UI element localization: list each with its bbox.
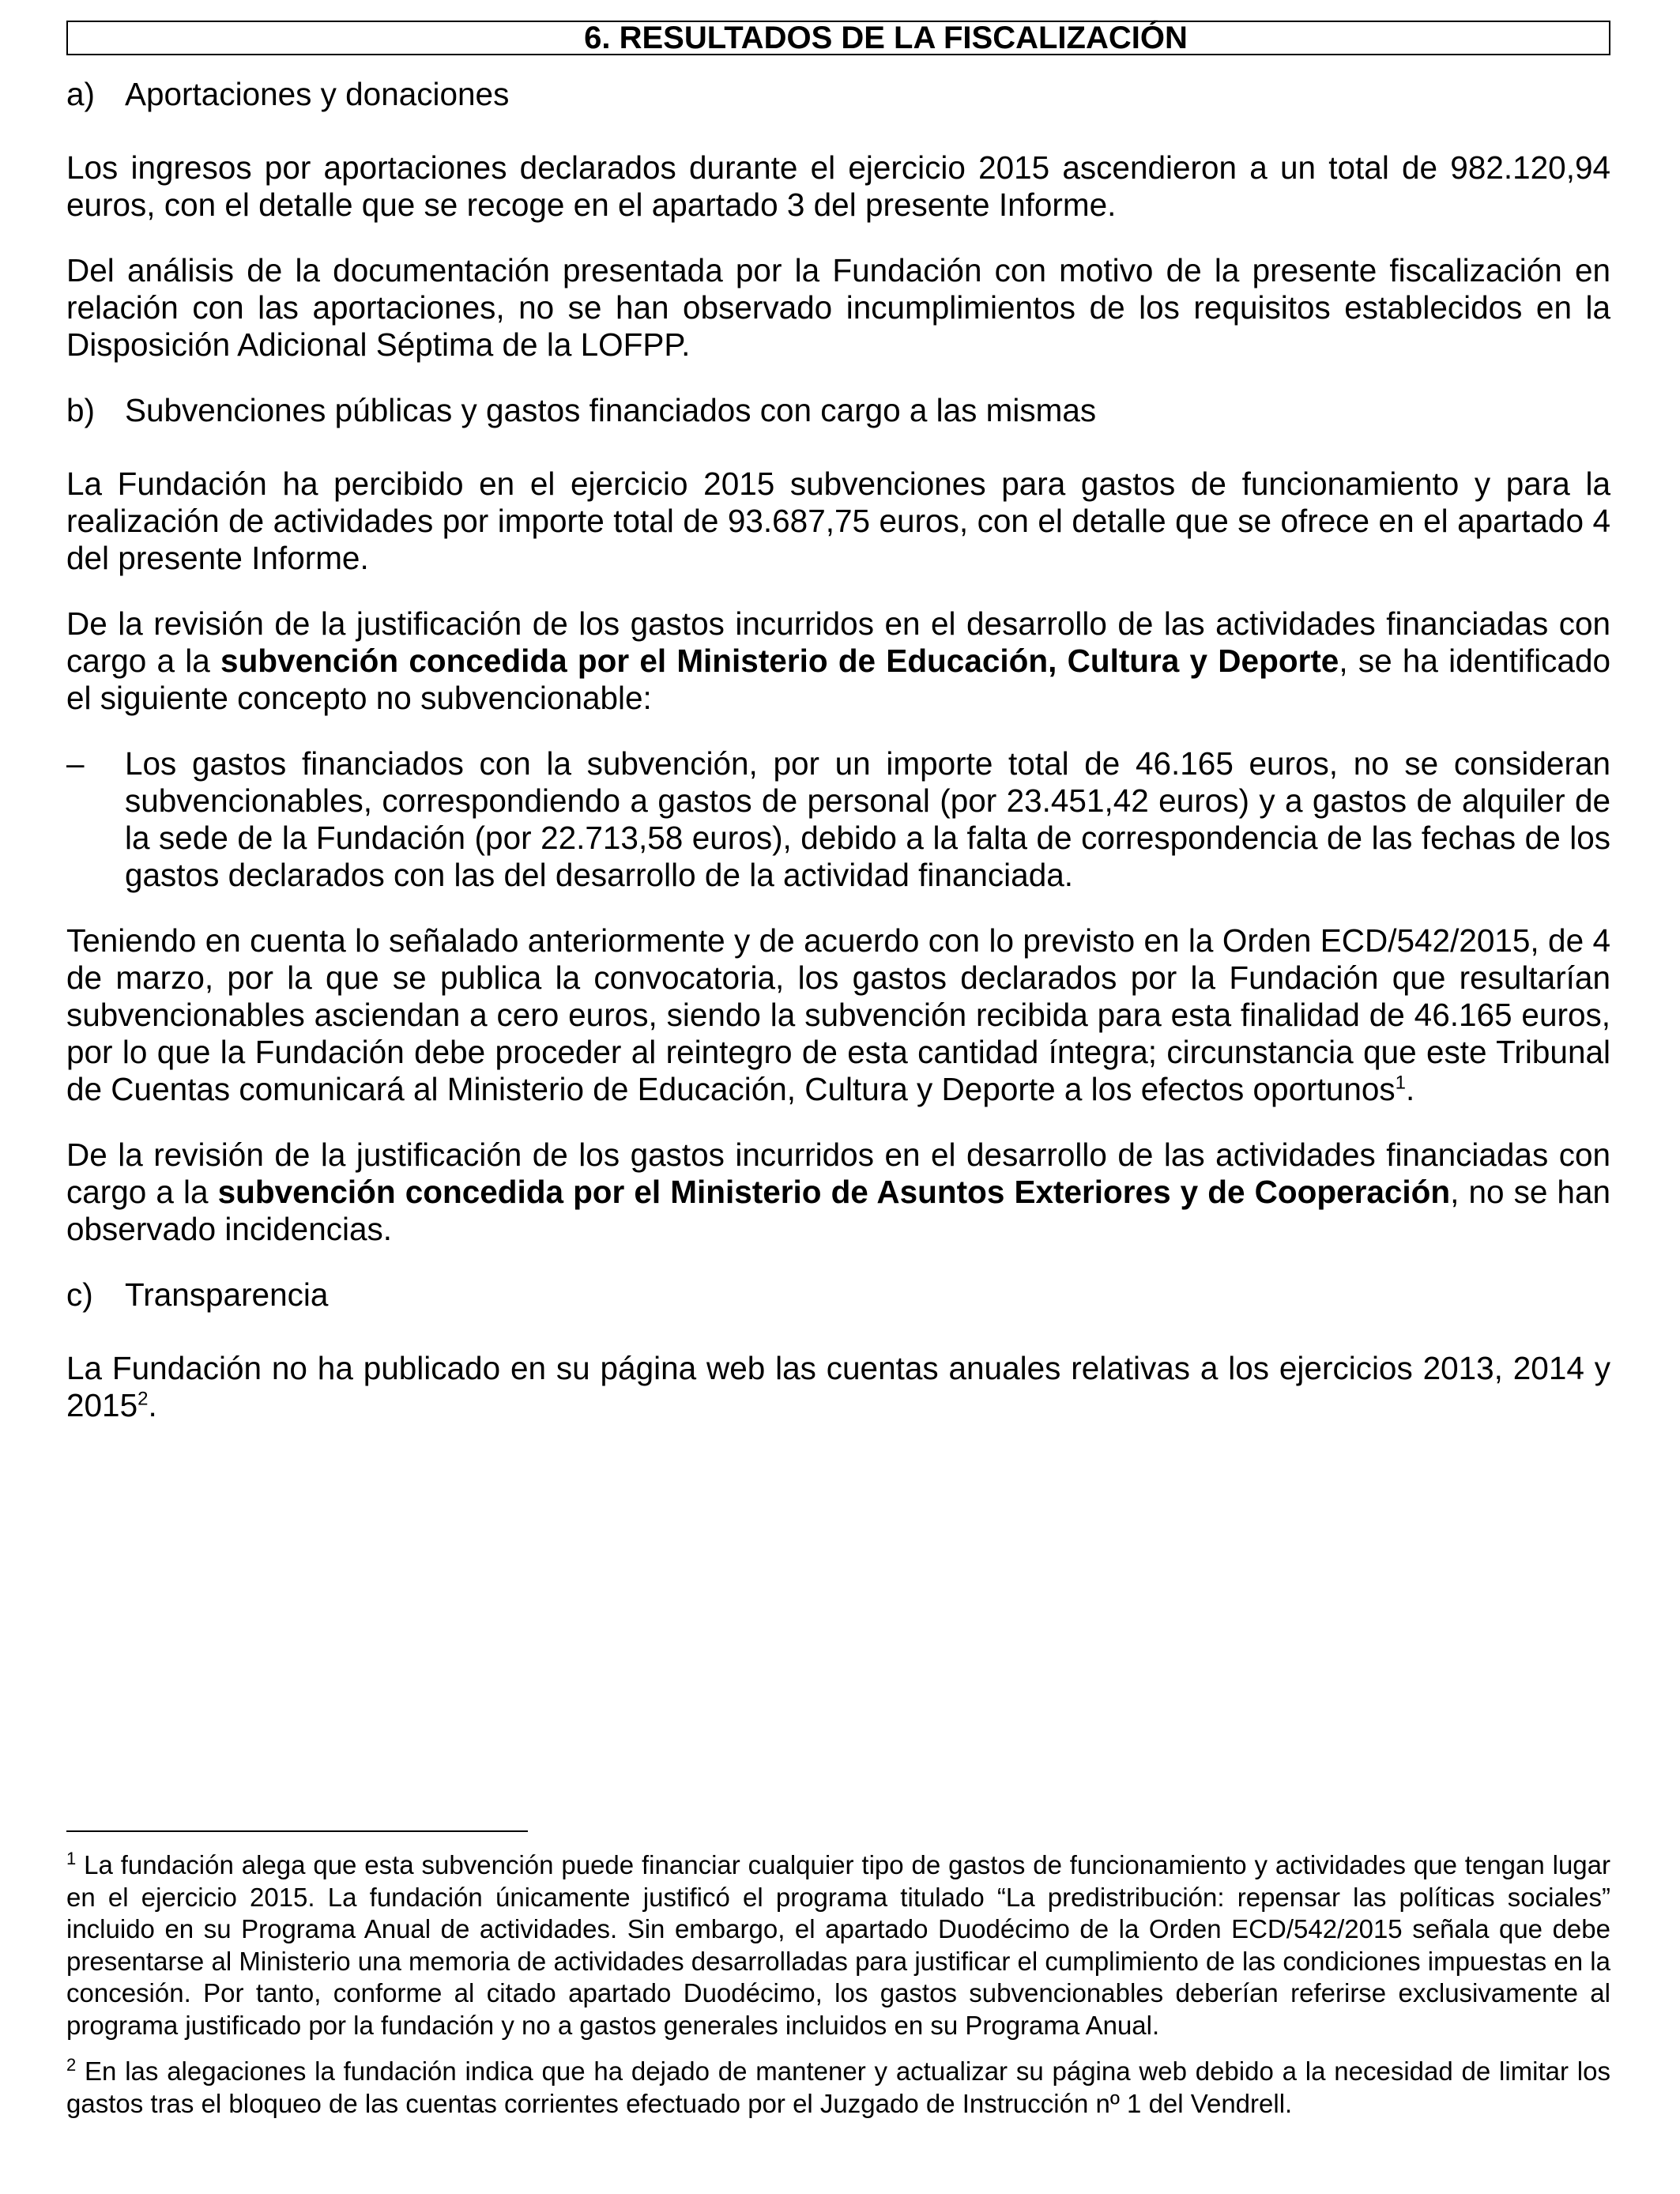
heading-a: [66, 76, 1610, 113]
heading-a-text: Aportaciones y donaciones: [125, 76, 510, 112]
paragraph-b2-tail: , se ha identificado el siguiente concepto no subvencionable:: [66, 643, 1610, 716]
heading-c: [66, 1276, 1610, 1314]
paragraph-b2: [66, 605, 1610, 717]
paragraph-b4-text: De la revisión de la justificación de los gastos incurridos en el desarrollo de las actividades financiadas con cargo a la: [66, 1137, 1610, 1210]
bullet-item: [66, 745, 1610, 894]
paragraph-b3-end: .: [1406, 1071, 1415, 1107]
heading-c-label: c): [66, 1276, 93, 1313]
bullet-text: Los gastos financiados con la subvención, por un importe total de 46.165 euros, no se consideran subvencionables, correspondiendo a gastos de personal (por 23.451,42 euros) y a gastos de alquiler de la sede de la Fundación (por 22.713,58 euros), debido a la falta de correspondencia de las fechas de los gastos declarados con las del desarrollo de la actividad financiada.: [125, 745, 1610, 893]
heading-b-text: Subvenciones públicas y gastos financiados con cargo a las mismas: [125, 392, 1097, 428]
paragraph-a2: Del análisis de la documentación presentada por la Fundación con motivo de la presente fiscalización en relación con las aportaciones, no se han observado incumplimientos de los requisitos establecidos en la Disposición Adicional Séptima de la LOFPP.: [66, 252, 1610, 363]
paragraph-b2-text: De la revisión de la justificación de los gastos incurridos en el desarrollo de las actividades financiadas con cargo a la: [66, 605, 1610, 679]
page-content: [66, 21, 1610, 1424]
footnote-1: [66, 1849, 1610, 2041]
footnote-1-text: La fundación alega que esta subvención puede financiar cualquier tipo de gastos de funcionamiento y actividades que tengan lugar en el ejercicio 2015. La fundación únicamente justificó el programa titulado “La predistribución: repensar las políticas sociales” incluido en su Programa Anual de actividades. Sin embargo, el apartado Duodécimo de la Orden ECD/542/2015 señala que debe presentarse al Ministerio una memoria de actividades desarrolladas para justificar el cumplimiento de las condiciones impuestas en la concesión. Por tanto, conforme al citado apartado Duodécimo, los gastos subvencionables deberían referirse exclusivamente al programa justificado por la fundación y no a gastos generales incluidos en su Programa Anual.: [66, 1850, 1610, 2040]
heading-b-label: b): [66, 392, 96, 428]
paragraph-b3-text: Teniendo en cuenta lo señalado anteriormente y de acuerdo con lo previsto en la Orden ECD/542/2015, de 4 de marzo, por la que se publica la convocatoria, los gastos declarados por la Fundación que resultarían subvencionables asciendan a cero euros, siendo la subvención recibida para esta finalidad de 46.165 euros, por lo que la Fundación debe proceder al reintegro de esta cantidad íntegra; circunstancia que este Tribunal de Cuentas comunicará al Ministerio de Educación, Cultura y Deporte a los efectos oportunos: [66, 922, 1610, 1107]
footnote-1-number: 1: [66, 1849, 77, 1868]
footnote-ref-1[interactable]: 1: [1395, 1072, 1407, 1094]
heading-c-text: Transparencia: [125, 1276, 329, 1313]
footnote-2: [66, 2056, 1610, 2120]
footnote-2-text: En las alegaciones la fundación indica que ha dejado de mantener y actualizar su página web debido a la necesidad de limitar los gastos tras el bloqueo de las cuentas corrientes efectuado por el Juzgado de Instrucción nº 1 del Vendrell.: [66, 2056, 1610, 2118]
footnote-2-number: 2: [66, 2055, 77, 2075]
paragraph-c1-end: .: [148, 1387, 157, 1423]
paragraph-c1-text: La Fundación no ha publicado en su página web las cuentas anuales relativas a los ejercicios 2013, 2014 y 2015: [66, 1350, 1610, 1423]
footnote-ref-2[interactable]: 2: [137, 1388, 149, 1410]
bullet-dash: –: [66, 745, 85, 782]
paragraph-b2-bold: subvención concedida por el Ministerio de Educación, Cultura y Deporte: [220, 643, 1339, 679]
paragraph-b4-bold: subvención concedida por el Ministerio de Asuntos Exteriores y de Cooperación: [217, 1174, 1451, 1210]
footnotes: [66, 1849, 1610, 2120]
footnote-separator: [66, 1830, 528, 1832]
paragraph-b4-tail: , no se han observado incidencias.: [66, 1174, 1610, 1247]
paragraph-b4: [66, 1137, 1610, 1248]
paragraph-b3: [66, 922, 1610, 1108]
heading-a-label: a): [66, 76, 96, 112]
paragraph-c1: [66, 1350, 1610, 1424]
section-title: 6. RESULTADOS DE LA FISCALIZACIÓN: [66, 21, 1610, 55]
paragraph-a1: Los ingresos por aportaciones declarados durante el ejercicio 2015 ascendieron a un total de 982.120,94 euros, con el detalle que se recoge en el apartado 3 del presente Informe.: [66, 149, 1610, 223]
heading-b: [66, 392, 1610, 429]
paragraph-b1: La Fundación ha percibido en el ejercicio 2015 subvenciones para gastos de funcionamiento y para la realización de actividades por importe total de 93.687,75 euros, con el detalle que se ofrece en el apartado 4 del presente Informe.: [66, 466, 1610, 576]
